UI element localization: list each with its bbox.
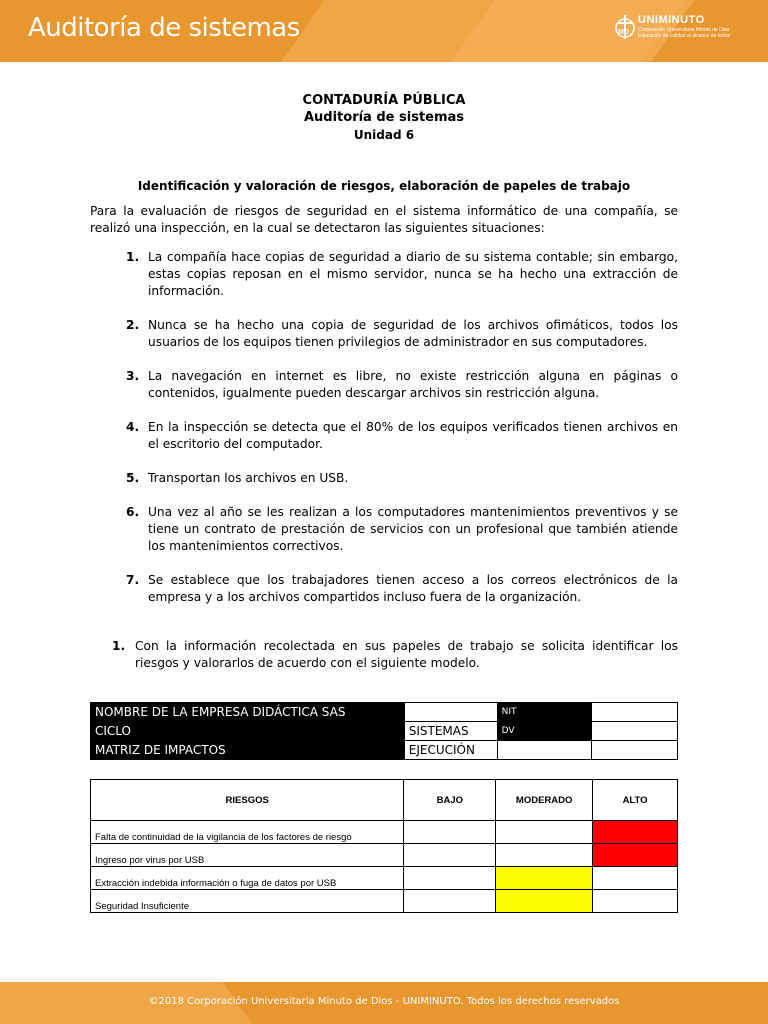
moderado-cell [496, 867, 593, 890]
company-name-label: NOMBRE DE LA EMPRESA DIDÁCTICA SAS [91, 703, 405, 722]
risk-name: Seguridad Insuficiente [91, 890, 404, 913]
moderado-cell [496, 844, 593, 867]
bajo-cell [404, 821, 496, 844]
moderado-cell [496, 821, 593, 844]
table-row [91, 844, 678, 867]
nit-value [592, 703, 678, 722]
page-header [0, 0, 768, 62]
alto-cell [593, 890, 678, 913]
header-riesgos: RIESGOS [91, 780, 404, 821]
list-number: 4. [126, 420, 140, 434]
list-text: Se establece que los trabajadores tienen acceso a los correos electrónicos de la empresa y a los archivos compartidos incluso fuera de la organización. [148, 573, 678, 604]
list-item [90, 249, 678, 300]
cycle-value: SISTEMAS [404, 722, 497, 741]
list-item [90, 572, 678, 606]
logo-name: UNIMINUTO [638, 14, 705, 26]
header-moderado: MODERADO [496, 780, 593, 821]
list-number: 3. [126, 369, 140, 383]
intro-paragraph: Para la evaluación de riesgos de seguridad en el sistema informático de una compañía, se realizó una inspección, en la cual se detectaron las siguientes situaciones: [90, 204, 678, 235]
list-text: La compañía hace copias de seguridad a diario de su sistema contable; sin embargo, estas copias reposan en el mismo servidor, nunca se ha hecho una extracción de información. [148, 250, 678, 298]
company-name-value [404, 703, 497, 722]
matrix-label: MATRIZ DE IMPACTOS [91, 741, 405, 760]
list-number: 5. [126, 471, 140, 485]
table-row [91, 741, 678, 760]
list-number: 7. [126, 573, 140, 587]
page-footer [0, 982, 768, 1024]
matrix-value: EJECUCIÓN [404, 741, 497, 760]
dv-value [592, 722, 678, 741]
list-text: La navegación en internet es libre, no existe restricción alguna en páginas o contenidos, igualmente pueden descargar archivos sin restricción alguna. [148, 369, 678, 400]
header-bajo: BAJO [404, 780, 496, 821]
list-text: Nunca se ha hecho una copia de seguridad de los archivos ofimáticos, todos los usuarios de los equipos tienen privilegios de administrador en sus computadores. [148, 318, 678, 349]
table-row [91, 722, 678, 741]
list-item [90, 504, 678, 555]
table-header-row [91, 780, 678, 821]
activity-title: Identificación y valoración de riesgos, elaboración de papeles de trabajo [137, 179, 631, 193]
cycle-label: CICLO [91, 722, 405, 741]
alto-cell [593, 821, 678, 844]
alto-cell [593, 844, 678, 867]
course-title: Auditoría de sistemas [303, 110, 465, 125]
task-instruction [90, 638, 678, 672]
situations-list [90, 249, 678, 606]
list-number: 1. [126, 250, 140, 264]
moderado-cell [496, 890, 593, 913]
list-number: 6. [126, 505, 140, 519]
list-number: 2. [126, 318, 140, 332]
program-title: CONTADURÍA PÚBLICA [302, 93, 466, 108]
logo-subtitle: Corporación Universitaria Minuto de Dios [638, 27, 730, 33]
document-body [90, 92, 678, 672]
bajo-cell [404, 890, 496, 913]
header-title: Auditoría de sistemas [28, 13, 300, 43]
unit-title: Unidad 6 [353, 128, 415, 142]
list-text: Transportan los archivos en USB. [148, 471, 349, 485]
company-info-table [90, 702, 678, 760]
table-row [91, 890, 678, 913]
risk-name: Ingreso por virus por USB [91, 844, 404, 867]
copyright-text: ©2018 Corporación Universitaria Minuto de Dios - UNIMINUTO. Todos los derechos reservados [148, 996, 620, 1007]
table-row [91, 703, 678, 722]
list-text: Una vez al año se les realizan a los computadores mantenimientos preventivos y se tiene un contrato de prestación de servicios con un profesional que también atiende los mantenimientos correctivos. [148, 505, 678, 553]
alto-cell [593, 867, 678, 890]
task-text: Con la información recolectada en sus papeles de trabajo se solicita identificar los riesgos y valorarlos de acuerdo con el siguiente modelo. [135, 639, 678, 670]
list-item [90, 470, 678, 487]
risk-name: Extracción indebida información o fuga de datos por USB [91, 867, 404, 890]
logo-icon [614, 14, 636, 40]
bajo-cell [404, 844, 496, 867]
list-text: En la inspección se detecta que el 80% de los equipos verificados tienen archivos en el escritorio del computador. [148, 420, 678, 451]
list-item [90, 419, 678, 453]
nit-label: NIT [497, 703, 592, 722]
bajo-cell [404, 867, 496, 890]
list-item [90, 317, 678, 351]
empty-cell [497, 741, 592, 760]
risk-matrix-table [90, 779, 678, 913]
logo-tagline: Educación de calidad al alcance de todos [638, 33, 731, 39]
header-alto: ALTO [593, 780, 678, 821]
task-number: 1. [112, 639, 126, 653]
svg-text:MD: MD [618, 29, 629, 36]
dv-label: DV [497, 722, 592, 741]
table-row [91, 867, 678, 890]
empty-cell [592, 741, 678, 760]
uniminuto-logo [614, 12, 744, 50]
table-row [91, 821, 678, 844]
list-item [90, 368, 678, 402]
risk-name: Falta de continuidad de la vigilancia de los factores de riesgo [91, 821, 404, 844]
